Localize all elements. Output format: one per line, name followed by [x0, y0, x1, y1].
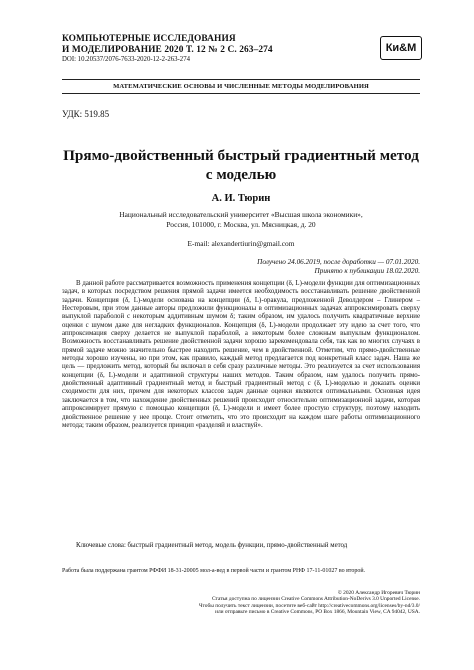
- journal-name-line1: КОМПЬЮТЕРНЫЕ ИССЛЕДОВАНИЯ: [62, 34, 236, 44]
- abstract: В данной работе рассматривается возможность применения концепции (δ, L)-модели функции для оптимизационных задач, в которых посредством решения прямой задачи имеется необходимость восстанавливать решение двойственной задачи. Концепция (δ, L)-модели основана на концепции (δ, L)-оракула, предложенной Деволдером – Глинером – Нестеровым, при этом данные авторы предложили функционалы в оптимизационных задачах аппроксимировать сверху выпуклой параболой с некоторым аддитивным шумом δ; таким образом, им удалось получить квадратичные верхние оценки с шумом даже для негладких функционалов. Концепция (δ, L)-модели продолжает эту идею за счет того, что аппроксимация сверху делается не выпуклой параболой, а некоторым более сложным выпуклым функционалом. Возможность восстанавливать решение двойственной задачи хорошо зарекомендовала себя, так как во многих случаях в прямой задаче можно значительно быстрее находить решение, чем в двойственной. Отметим, что прямо-двойственные методы хорошо изучены, но при этом, как правило, каждый метод предлагается под конкретный класс задач. Наша же цель — предложить метод, который бы включал в себя сразу различные методы. Это реализуется за счет использования концепции (δ, L)-модели и адаптивной структуры наших методов. Таким образом, нам удалось получить прямо-двойственный адаптивный градиентный метод и быстрый градиентный метод с (δ, L)-моделью и доказать оценки сходимости для них, причем для некоторых классов задач данные оценки являются оптимальными. Основная идея заключается в том, что нахождение двойственных решений происходит относительно оптимизационной задачи, которая аппроксимирует прямую с помощью концепции (δ, L)-модели и имеет более простую структуру, поэтому находить двойственное решение у нее проще. Стоит отметить, что это происходит на каждом шаге работы оптимизационного метода; таким образом, реализуется принцип «разделяй и властвуй».: [62, 280, 420, 429]
- license-footer: [62, 590, 420, 615]
- journal-logo: Ки&М: [380, 36, 422, 60]
- grant-acknowledgement: Работа была поддержана грантом РФФИ 18-31-20005 мол-а-вед в первой части и грантом РНФ 17-11-01027 во второй.: [62, 568, 366, 574]
- license-line: Статья доступна по лицензии Creative Commons Attribution-NoDerivs 3.0 Unported License.: [212, 596, 420, 603]
- header-rule-top: [62, 79, 420, 80]
- submission-dates: [62, 258, 420, 276]
- doi: DOI: 10.20537/2076-7633-2020-12-2-263-274: [62, 56, 190, 63]
- paper-title: [62, 146, 420, 184]
- copyright: © 2020 Александр Игоревич Тюрин: [337, 590, 420, 596]
- received-date: Получено 24.06.2019, после доработки — 07.01.2020.: [257, 258, 420, 266]
- keywords: Ключевые слова: быстрый градиентный метод, модель функции, прямо-двойственный метод: [76, 542, 348, 549]
- license-address-line: или отправьте письмо в Creative Commons, PO Box 1866, Mountain View, CA 94042, USA.: [215, 608, 420, 615]
- accepted-date: Принято к публикации 18.02.2020.: [314, 267, 420, 276]
- section-title: МАТЕМАТИЧЕСКИЕ ОСНОВЫ И ЧИСЛЕННЫЕ МЕТОДЫ МОДЕЛИРОВАНИЯ: [113, 83, 369, 90]
- header-rule-bottom: [62, 93, 420, 94]
- license-url-line: Чтобы получить текст лицензии, посетите веб-сайт http://creativecommons.org/licenses/by-nd/3.0/: [199, 602, 420, 609]
- paper-title-line1: Прямо-двойственный быстрый градиентный метод: [63, 147, 419, 164]
- udk: УДК: 519.85: [62, 109, 110, 119]
- affiliation-line1: Национальный исследовательский университет «Высшая школа экономики»,: [119, 210, 363, 219]
- author-email: E-mail: alexandertiurin@gmail.com: [187, 239, 295, 248]
- journal-name-line2: И МОДЕЛИРОВАНИЕ 2020 Т. 12 № 2 С. 263–274: [62, 44, 273, 55]
- affiliation-line2: Россия, 101000, г. Москва, ул. Мясницкая, д. 20: [166, 219, 316, 229]
- paper-title-line2: с моделью: [205, 166, 277, 183]
- affiliation: [62, 210, 420, 229]
- author: А. И. Тюрин: [211, 193, 271, 204]
- journal-header: [62, 34, 422, 63]
